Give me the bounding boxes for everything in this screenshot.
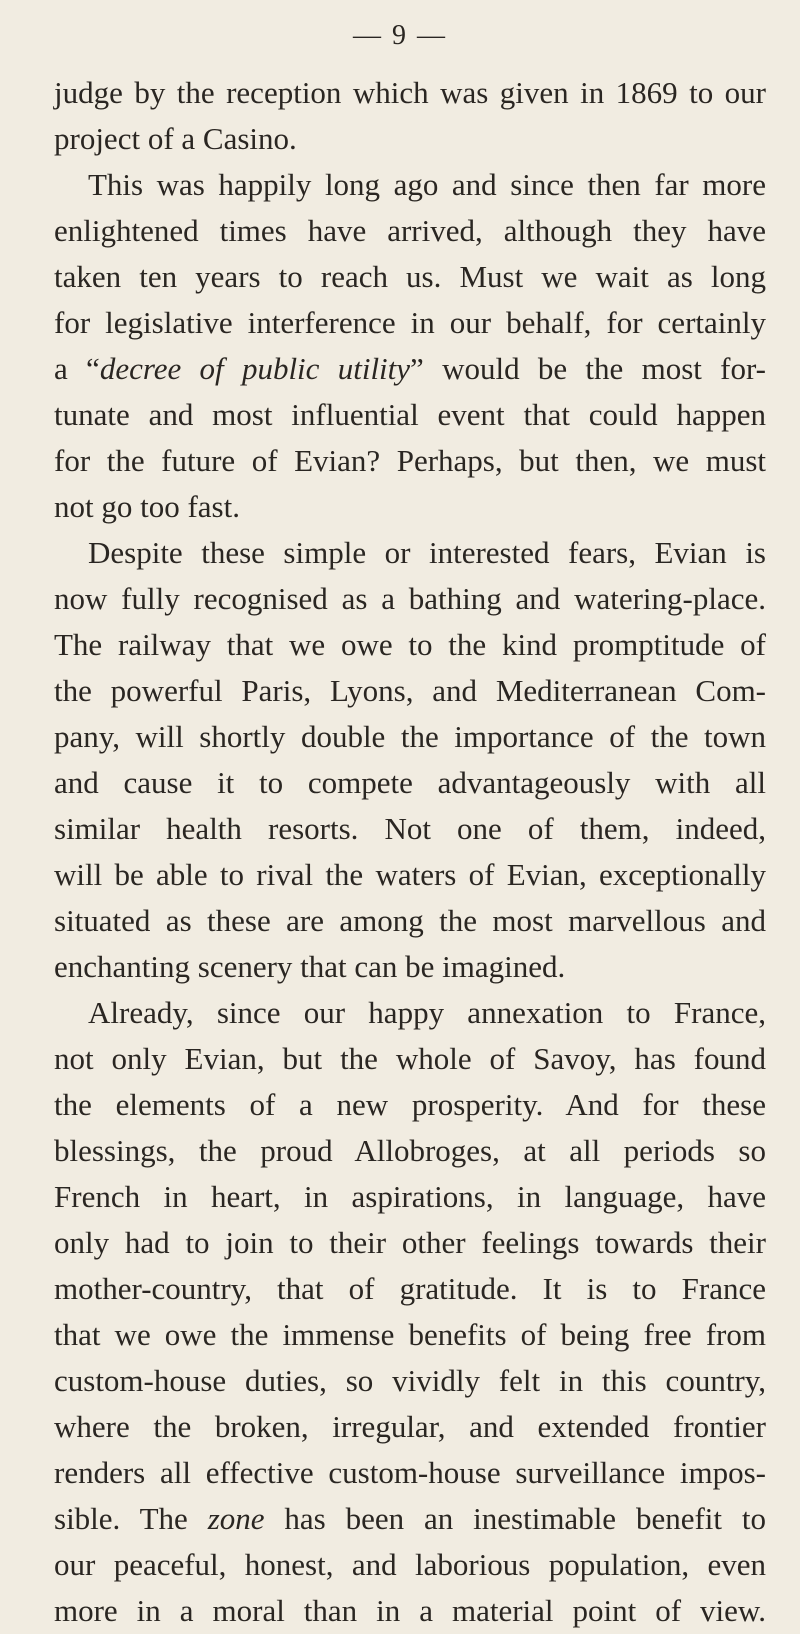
text-line [54,1496,766,1542]
text-segment: sible. The [54,1501,208,1536]
text-line: not go too fast. [54,489,240,524]
text-line: judge by the reception which was given in 1869 to our [54,75,766,110]
text-line: French in heart, in aspirations, in language, have [54,1179,766,1214]
text-line: Already, since our happy annexation to France, [88,995,766,1030]
text-line: that we owe the immense benefits of being free from [54,1317,766,1352]
text-segment: ” would be the most for- [410,351,766,386]
text-line: enchanting scenery that can be imagined. [54,949,566,984]
text-line: taken ten years to reach us. Must we wait as long [54,259,766,294]
text-line: only had to join to their other feelings towards their [54,1225,766,1260]
text-line: and cause it to compete advantageously with all [54,765,766,800]
text-line: situated as these are among the most marvellous and [54,903,766,938]
text-line: where the broken, irregular, and extended frontier [54,1409,766,1444]
italic-phrase: decree of public utility [99,351,411,386]
text-line: This was happily long ago and since then far more [88,167,766,202]
text-segment: has been an inestimable benefit to [264,1501,767,1536]
text-line: mother-country, that of gratitude. It is to France [54,1271,766,1306]
italic-phrase: zone [207,1501,265,1536]
text-line: for the future of Evian? Perhaps, but then, we must [54,443,766,478]
text-line: more in a moral than in a material point of view. [54,1593,766,1628]
text-line: now fully recognised as a bathing and watering-place. [54,581,766,616]
text-line: will be able to rival the waters of Evian, exceptionally [54,857,766,892]
text-line: our peaceful, honest, and laborious population, even [54,1547,766,1582]
text-line: renders all effective custom-house surveillance impos- [54,1455,766,1490]
text-line: Despite these simple or interested fears, Evian is [88,535,766,570]
text-line: custom-house duties, so vividly felt in this country, [54,1363,766,1398]
text-segment: a “ [54,351,100,386]
text-line: blessings, the proud Allobroges, at all periods so [54,1133,766,1168]
text-line: the elements of a new prosperity. And for these [54,1087,766,1122]
text-line: project of a Casino. [54,121,297,156]
page-number: — 9 — [353,20,447,51]
text-line: pany, will shortly double the importance of the town [54,719,766,754]
body-text [54,70,766,1634]
text-line: the powerful Paris, Lyons, and Mediterranean Com- [54,673,766,708]
text-line: similar health resorts. Not one of them, indeed, [54,811,766,846]
text-line: The railway that we owe to the kind promptitude of [54,627,766,662]
text-line: tunate and most influential event that could happen [54,397,766,432]
text-line: enlightened times have arrived, although they have [54,213,766,248]
text-line: for legislative interference in our behalf, for certainly [54,305,766,340]
text-line: not only Evian, but the whole of Savoy, has found [54,1041,766,1076]
text-line [54,346,766,392]
